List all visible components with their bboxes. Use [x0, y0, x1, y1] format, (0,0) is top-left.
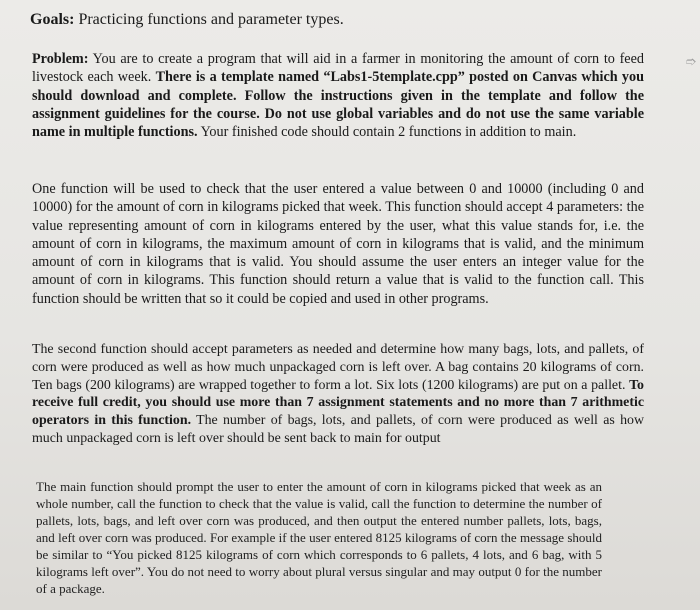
function-one-text: One function will be used to check that the user entered a value between 0 and 10000 (including 0 and 10000) for the amount of corn in kilograms picked that week. This function should accept 4 parameters: the value representing amount of corn in kilograms entered by the user, what this value stands for, i.e. the amount of corn in kilograms, the maximum amount of corn in kilograms that is valid, and the minimum amount of corn in kilograms that is valid. You should assume the user enters an integer value for the amount of corn in kilograms. This function should return a value that is valid to the function call. This function should be written that so it could be copied and used in other programs.: [32, 181, 644, 307]
problem-paragraph: [32, 50, 644, 141]
function-two-paragraph: [32, 341, 644, 448]
function-two-text: The second function should accept parameters as needed and determine how many bags, lots, and pallets, of corn were produced as well as how much unpackaged corn is left over. A bag contains 20 kilograms of corn. Ten bags (200 kilograms) are wrapped together to form a lot. Six lots (1200 kilograms) are put on a pallet.: [32, 342, 644, 393]
goals-label: Goals:: [30, 11, 75, 28]
problem-text: You are to create a program that will aid in a farmer in monitoring the amount of corn to feed livestock each week.: [32, 51, 644, 86]
problem-label: Problem:: [32, 51, 89, 67]
function-two-tail: The number of bags, lots, and pallets, of corn were produced as well as how much unpackaged corn is left over should be sent back to main for output: [32, 413, 644, 446]
main-function-paragraph: [36, 478, 602, 597]
function-two-bold: To receive full credit, you should use more than 7 assignment statements and no more than 7 arithmetic operators in this function.: [32, 377, 644, 429]
problem-bold-instructions: There is a template named “Labs1-5template.cpp” posted on Canvas which you should download and complete. Follow the instructions given in the template and follow the assignment guidelines for the course. Do not use global variables and do not use the same variable name in multiple functions.: [32, 69, 644, 141]
function-one-paragraph: [32, 180, 644, 308]
main-function-text: The main function should prompt the user to enter the amount of corn in kilograms picked that week as an whole number, call the function to check that the value is valid, call the function to determine the number of pallets, lots, bags, and left over corn was produced, and then output the entered number pallets, lots, bags, and left over corn was produced. For example if the user entered 8125 kilograms of corn the message should be similar to “You picked 8125 kilograms of corn which corresponds to 6 pallets, 4 lots, and 6 bag, with 5 kilograms left over”. You do not need to worry about plural versus singular and may output 0 for the number of a package.: [36, 479, 602, 596]
margin-mark: 🢣: [686, 57, 697, 68]
goals-text: Practicing functions and parameter types.: [74, 11, 344, 28]
goals-line: [30, 10, 344, 30]
problem-tail: Your finished code should contain 2 functions in addition to main.: [197, 124, 577, 141]
